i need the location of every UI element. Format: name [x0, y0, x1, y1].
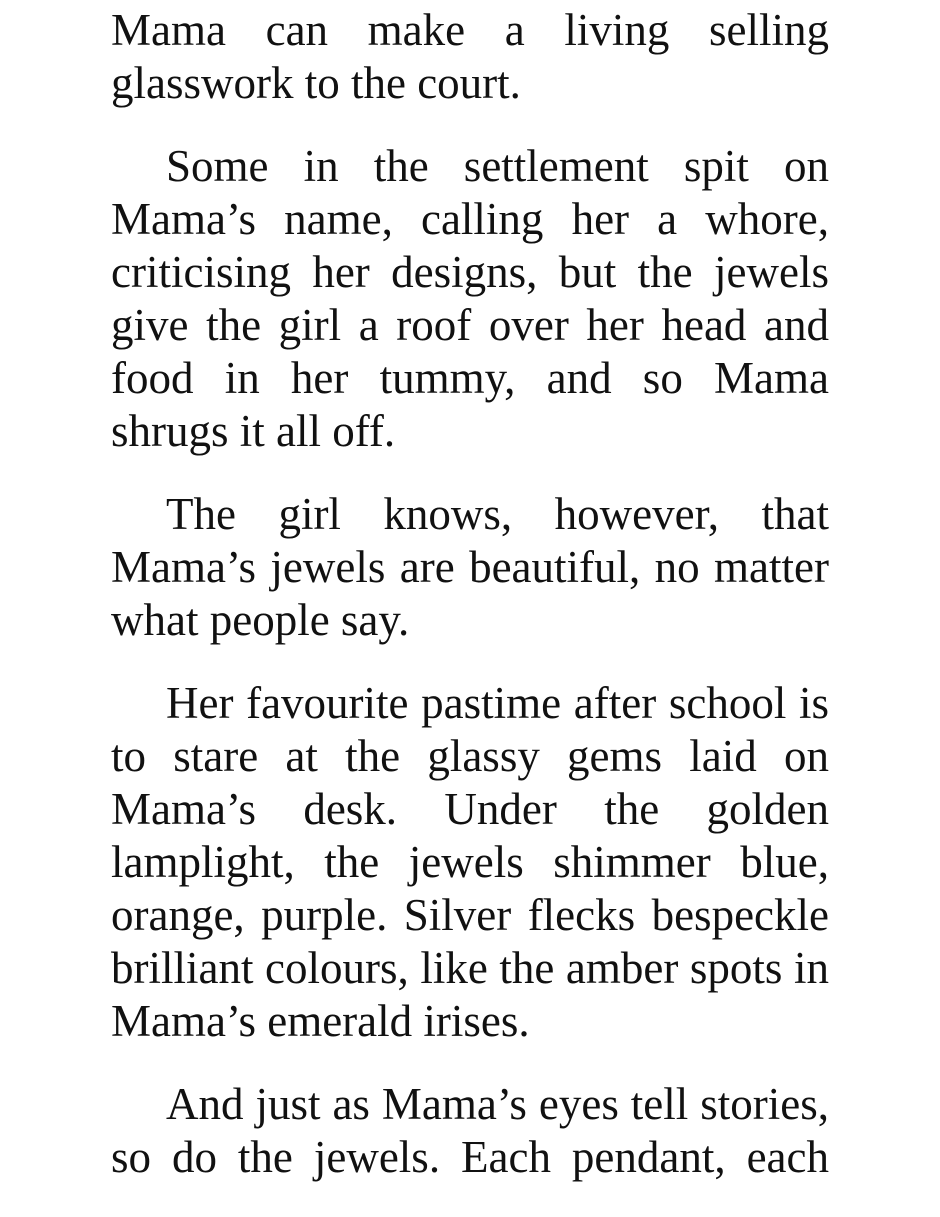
paragraph: The girl knows, however, that Mama’s jewels are beautiful, no matter what people say.: [111, 489, 829, 645]
paragraph: Some in the settlement spit on Mama’s name, calling her a whore, criticising her designs, but the jewels give the girl a roof over her head and food in her tummy, and so Mama shrugs it all off.: [111, 141, 829, 456]
book-page: [111, 0, 829, 1214]
paragraph-truncated: And just as Mama’s eyes tell stories, so do the jewels. Each pendant, each: [111, 1079, 829, 1182]
paragraph: Her favourite pastime after school is to stare at the glassy gems laid on Mama’s desk. Under the golden lamplight, the jewels shimmer blue, orange, purple. Silver flecks bespeckle brilliant colours, like the amber spots in Mama’s emerald irises.: [111, 678, 829, 1046]
paragraph-continued: Mama can make a living selling glasswork to the court.: [111, 5, 829, 108]
